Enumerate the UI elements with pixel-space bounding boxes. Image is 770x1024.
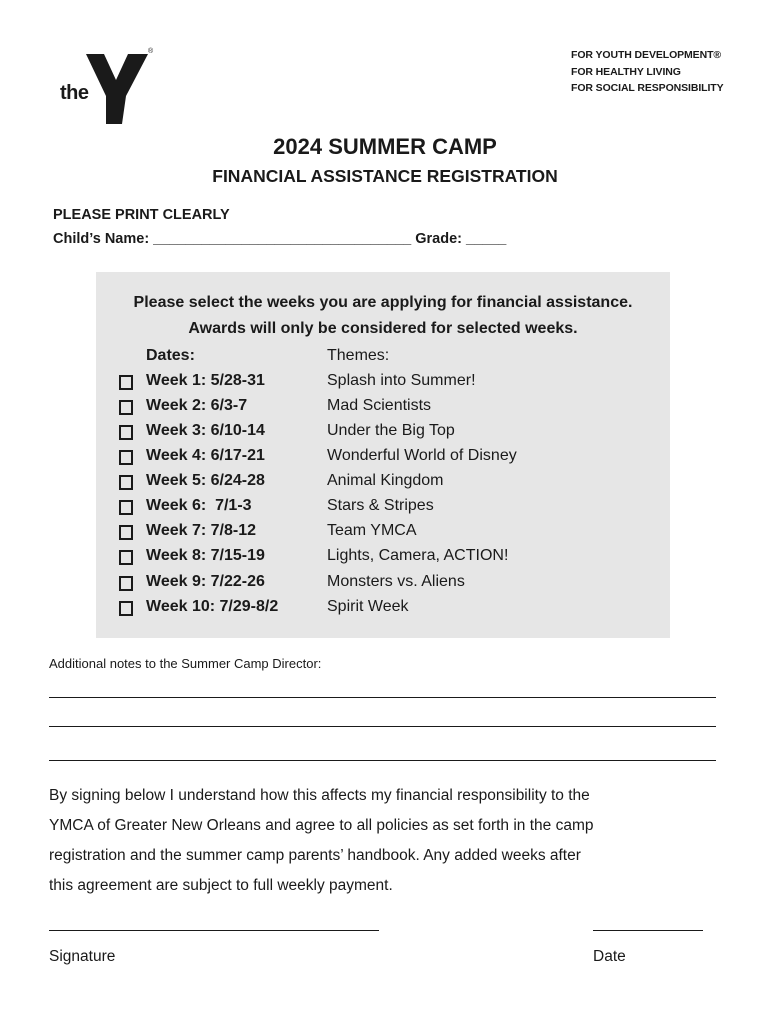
agreement-paragraph [49, 781, 729, 901]
dates-header: Dates: [146, 347, 195, 364]
week-checkbox[interactable] [119, 425, 133, 440]
week-checkbox[interactable] [119, 576, 133, 591]
week-theme: Stars & Stripes [327, 497, 434, 514]
week-theme: Splash into Summer! [327, 372, 476, 389]
week-checkbox[interactable] [119, 450, 133, 465]
week-dates: Week 4: 6/17-21 [146, 447, 265, 464]
week-theme: Under the Big Top [327, 422, 455, 439]
selection-instructions-line-1: Please select the weeks you are applying for financial assistance. [133, 294, 633, 311]
week-theme: Mad Scientists [327, 397, 432, 414]
week-checkbox[interactable] [119, 500, 133, 515]
tagline-line: FOR HEALTHY LIVING [571, 65, 681, 78]
agreement-line: this agreement are subject to full weekly payment. [49, 877, 393, 894]
notes-label: Additional notes to the Summer Camp Director: [49, 656, 322, 671]
week-row [119, 372, 639, 396]
week-row [119, 497, 639, 521]
week-dates: Week 3: 6/10-14 [146, 422, 265, 439]
print-clearly-note: PLEASE PRINT CLEARLY [53, 207, 230, 223]
week-row [119, 522, 639, 546]
page-subtitle: FINANCIAL ASSISTANCE REGISTRATION [212, 166, 558, 186]
child-name-grade-field[interactable]: Child’s Name: ________________________________ Grade: _____ [53, 231, 507, 247]
tagline-line: FOR YOUTH DEVELOPMENT® [571, 49, 722, 61]
week-dates: Week 6: 7/1-3 [146, 497, 252, 514]
week-theme: Wonderful World of Disney [327, 447, 517, 464]
signature-label: Signature [49, 948, 116, 965]
themes-header: Themes: [327, 347, 390, 364]
week-dates: Week 2: 6/3-7 [146, 397, 248, 414]
week-dates: Week 5: 6/24-28 [146, 472, 265, 489]
signature-line[interactable] [49, 930, 379, 931]
logo-registered-mark: ® [148, 48, 154, 55]
week-row [119, 573, 639, 597]
week-row [119, 447, 639, 471]
week-dates: Week 9: 7/22-26 [146, 573, 265, 590]
notes-line[interactable] [49, 760, 716, 761]
week-row [119, 547, 639, 571]
week-row [119, 598, 639, 622]
week-theme: Animal Kingdom [327, 472, 444, 489]
week-checkbox[interactable] [119, 550, 133, 565]
date-label: Date [593, 948, 626, 965]
week-theme: Monsters vs. Aliens [327, 573, 465, 590]
week-checkbox[interactable] [119, 525, 133, 540]
tagline-line: FOR SOCIAL RESPONSIBILITY [571, 82, 724, 94]
agreement-line: registration and the summer camp parents’ handbook. Any added weeks after [49, 847, 581, 864]
notes-line[interactable] [49, 697, 716, 698]
week-checkbox[interactable] [119, 601, 133, 616]
week-row [119, 472, 639, 496]
agreement-line: By signing below I understand how this affects my financial responsibility to the [49, 787, 590, 804]
week-dates: Week 8: 7/15-19 [146, 547, 265, 564]
week-row [119, 422, 639, 446]
page-title: 2024 SUMMER CAMP [273, 134, 497, 159]
tagline [571, 47, 724, 97]
ymca-logo [58, 46, 158, 128]
week-dates: Week 1: 5/28-31 [146, 372, 265, 389]
week-theme: Lights, Camera, ACTION! [327, 547, 509, 564]
notes-line[interactable] [49, 726, 716, 727]
agreement-line: YMCA of Greater New Orleans and agree to all policies as set forth in the camp [49, 817, 594, 834]
week-checkbox[interactable] [119, 475, 133, 490]
week-dates: Week 7: 7/8-12 [146, 522, 256, 539]
week-dates: Week 10: 7/29-8/2 [146, 598, 279, 615]
date-line[interactable] [593, 930, 703, 931]
week-theme: Spirit Week [327, 598, 409, 615]
week-theme: Team YMCA [327, 522, 417, 539]
week-checkbox[interactable] [119, 400, 133, 415]
week-checkbox[interactable] [119, 375, 133, 390]
week-row [119, 397, 639, 421]
logo-the-text: the [60, 82, 89, 104]
selection-instructions-line-2: Awards will only be considered for selected weeks. [188, 320, 578, 337]
